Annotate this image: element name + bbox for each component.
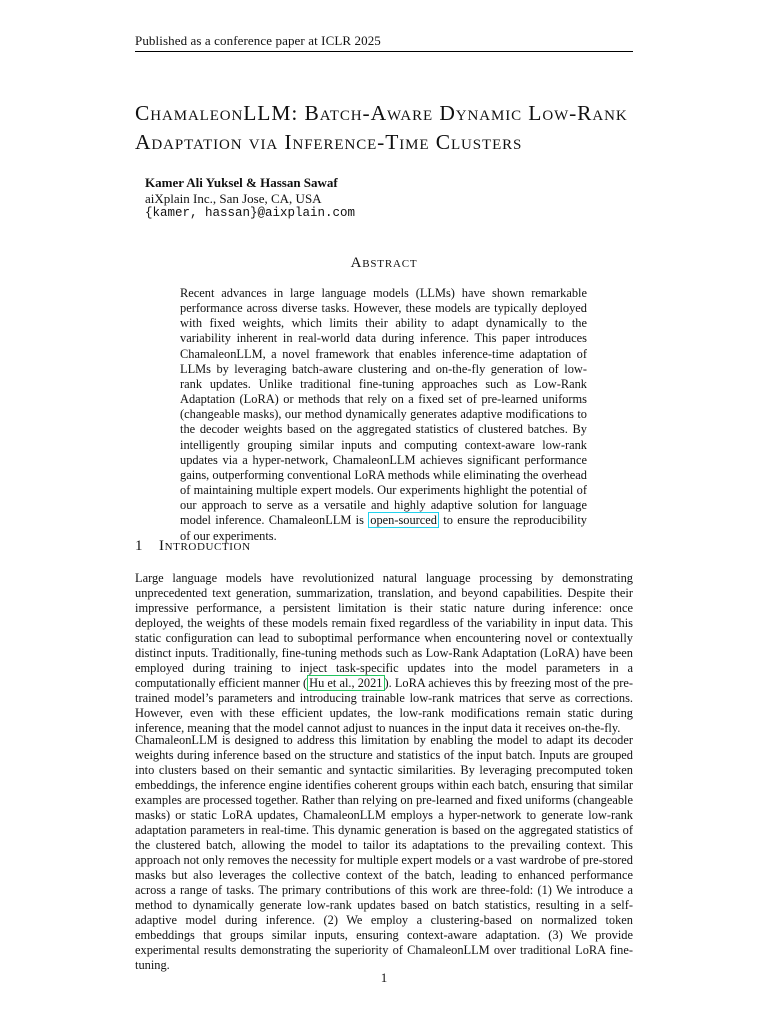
section-number: 1 [135, 538, 144, 554]
author-names: Kamer Ali Yuksel & Hassan Sawaf [145, 175, 338, 190]
abstract-body-end: to ensure the reproducibility of our experiments. [180, 513, 587, 543]
abstract-heading: Abstract [350, 255, 418, 271]
author-affiliation: aiXplain Inc., San Jose, CA, USA [145, 190, 322, 206]
paper-title: ChamaleonLLM: Batch-Aware Dynamic Low-Rank Adaptation via Inference-Time Clusters [135, 101, 628, 154]
header-rule [135, 51, 633, 52]
intro-paragraph-2: ChamaleonLLM is designed to address this limitation by enabling the model to adapt its decoder weights during inference based on the structure and statistics of the input batch. Inputs are grouped into clusters based on their semantic and syntactic similarities. By leveraging precomputed token embeddings, the inference engine identifies coherent groups within each batch, ensuring that similar examples are processed together. Rather than relying on pre-learned and fixed uniforms (changeable masks) or static LoRA updates, ChamaleonLLM employs a hyper-network to generate low-rank adaptation parameters in real-time. This dynamic generation is based on the aggregated statistics of the clustered batch, allowing the model to tailor its adaptations to the prevailing context. This approach not only removes the necessity for multiple expert models or a vast wardrobe of pre-stored masks but also leverages the collective context of the batch, leading to enhanced performance across a range of tasks. The primary contributions of this work are three-fold: (1) We introduce a method to dynamically generate low-rank updates based on batch statistics, resulting in a self-adaptive model during inference. (2) We employ a clustering-based on normalized token embeddings that groups similar inputs, ensuring context-aware adaptation. (3) We provide experimental results demonstrating the superiority of ChamaleonLLM over traditional LoRA fine-tuning. [135, 733, 633, 972]
section-title: Introduction [159, 538, 251, 554]
author-block [145, 175, 355, 222]
paragraph-text: Large language models have revolutionized natural language processing by demonstrating unprecedented text generation, summarization, translation, and beyond capabilities. Despite their impressive performance, a persistent limitation is their static nature during inference: once deployed, the weights of these models remain fixed regardless of the variability in input data. This static configuration can lead to suboptimal performance when encountering novel or contextually distinct inputs. Traditionally, fine-tuning methods such as Low-Rank Adaptation (LoRA) have been employed during training to inject task-specific updates into the model parameters in a computationally efficient manner ( [135, 571, 633, 690]
open-sourced-link[interactable]: open-sourced [370, 513, 437, 528]
intro-paragraph-1 [135, 571, 633, 736]
abstract-body: Recent advances in large language models (LLMs) have shown remarkable performance across diverse tasks. However, these models are typically deployed with fixed weights, which limits their ability to adapt dynamically to the variability inherent in real-world data during inference. This paper introduces ChamaleonLLM, a novel framework that enables inference-time adaptation of LLMs by leveraging batch-aware clustering and on-the-fly generation of low-rank updates. Unlike traditional fine-tuning approaches such as Low-Rank Adaptation (LoRA) or methods that rely on a fixed set of pre-learned uniforms (changeable masks), our method dynamically generates adaptive modifications to the decoder weights based on the aggregated statistics of clustered batches. By intelligently grouping similar inputs and computing context-aware low-rank updates via a hyper-network, ChamaleonLLM achieves significant performance gains, outperforming conventional LoRA methods while eliminating the overhead of maintaining multiple expert models. Our experiments highlight the potential of our approach to serve as a versatile and highly adaptive solution for language model inference. ChamaleonLLM is [180, 286, 587, 528]
abstract-text [180, 286, 587, 544]
citation-link[interactable]: Hu et al., 2021 [309, 676, 383, 690]
section-heading [135, 538, 251, 555]
running-head: Published as a conference paper at ICLR 2025 [135, 33, 381, 48]
page-number: 1 [380, 970, 388, 985]
author-email: {kamer, hassan}@aixplain.com [145, 206, 356, 220]
paragraph-text: ). LoRA achieves this by freezing most of the pre-trained model’s parameters and introducing trainable low-rank matrices that serve as corrections. However, even with these efficient updates, the low-rank modifications remain static during inference, meaning that the model cannot adjust to nuances in the input data it receives on-the-fly. [135, 676, 633, 735]
